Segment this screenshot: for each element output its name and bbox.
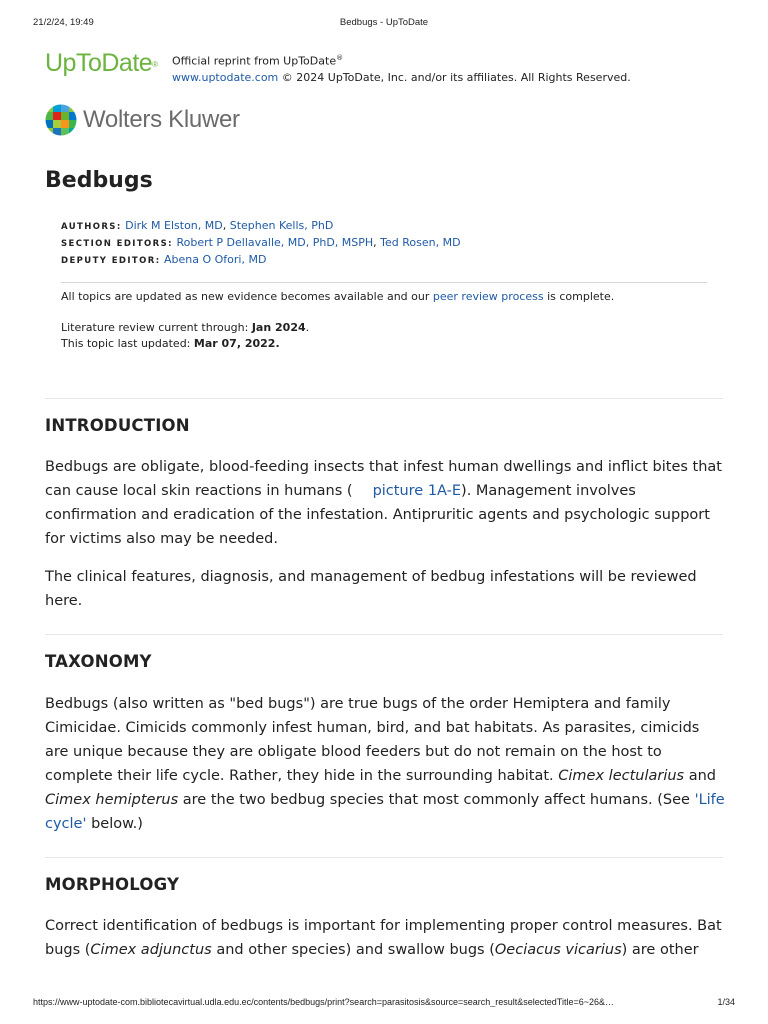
uptodate-logo[interactable]: UpToDate®	[45, 49, 158, 77]
literature-review-date: Literature review current through: Jan 2024.	[61, 321, 310, 334]
authors-row: AUTHORS: Dirk M Elston, MD, Stephen Kells, PhD	[61, 219, 334, 232]
deputy-editor-label: DEPUTY EDITOR:	[61, 256, 161, 266]
author-link[interactable]: Stephen Kells, PhD	[229, 219, 334, 232]
print-page-title: Bedbugs - UpToDate	[339, 17, 429, 28]
page-number: 1/34	[717, 997, 735, 1007]
authors-label: AUTHORS:	[61, 222, 122, 232]
article-title: Bedbugs	[45, 168, 153, 193]
wolters-kluwer-mosaic-icon	[45, 104, 77, 136]
site-link[interactable]: www.uptodate.com	[172, 70, 279, 84]
reprint-notice: Official reprint from UpToDate® www.uptodate.com © 2024 UpToDate, Inc. and/or its affiliates. All Rights Reserved.	[172, 54, 631, 84]
update-note: All topics are updated as new evidence becomes available and our peer review process is complete.	[61, 290, 615, 303]
publisher-logo	[45, 104, 305, 136]
publisher-name: Wolters Kluwer	[83, 106, 240, 133]
section-divider	[45, 857, 723, 858]
print-url: https://www-uptodate-com.bibliotecavirtual.udla.edu.ec/contents/bedbugs/print?search=parasitosis&source=search_result&selectedTitle=6~26&…	[33, 997, 614, 1007]
credits-divider	[61, 282, 707, 283]
deputy-editor-link[interactable]: Abena O Ofori, MD	[164, 253, 267, 266]
author-link[interactable]: Dirk M Elston, MD	[125, 219, 223, 232]
section-editors-row: SECTION EDITORS: Robert P Dellavalle, MD, PhD, MSPH, Ted Rosen, MD	[61, 236, 461, 249]
section-heading-morphology: MORPHOLOGY	[45, 875, 180, 894]
section-heading-introduction: INTRODUCTION	[45, 416, 190, 435]
review-dates	[61, 320, 309, 352]
morphology-paragraph-1: Correct identification of bedbugs is important for implementing proper control measures. Bat bugs (Cimex adjunctus and other species) and swallow bugs (Oeciacus vicarius) are other	[45, 918, 722, 958]
reprint-text: Official reprint from UpToDate	[172, 54, 337, 68]
peer-review-link[interactable]: peer review process	[432, 290, 544, 303]
last-updated-date: This topic last updated: Mar 07, 2022.	[61, 337, 280, 350]
deputy-editor-row	[61, 252, 461, 269]
section-divider	[45, 398, 723, 399]
picture-link[interactable]: picture 1A-E	[372, 483, 462, 499]
introduction-paragraph-1: Bedbugs are obligate, blood-feeding insects that infest human dwellings and inflict bites that can cause local skin reactions in humans ( picture 1A-E). Management involves confirmation and eradication of the infestation. Antipruritic agents and psychologic support for victims also may be needed.	[45, 459, 722, 547]
section-heading-taxonomy: TAXONOMY	[45, 652, 152, 671]
section-editors-label: SECTION EDITORS:	[61, 239, 173, 249]
introduction-paragraph-2: The clinical features, diagnosis, and management of bedbug infestations will be reviewed here.	[45, 569, 697, 609]
print-header	[33, 17, 735, 29]
taxonomy-paragraph-1: Bedbugs (also written as "bed bugs") are true bugs of the order Hemiptera and family Cimicidae. Cimicids commonly infest human, bird, and bat habitats. As parasites, cimicids are unique because they are obligate blood feeders but do not remain on the host to complete their life cycle. Rather, they hide in the surrounding habitat. Cimex lectularius and Cimex hemipterus are the two bedbug species that most commonly affect humans. (See 'Life cycle' below.)	[45, 696, 725, 832]
print-datetime: 21/2/24, 19:49	[33, 17, 94, 28]
print-footer	[33, 997, 735, 1009]
section-divider	[45, 634, 723, 635]
life-cycle-link[interactable]: 'Life cycle'	[45, 792, 725, 832]
brand-header	[45, 48, 725, 88]
editor-link[interactable]: Robert P Dellavalle, MD, PhD, MSPH	[176, 236, 374, 249]
copyright-text: © 2024 UpToDate, Inc. and/or its affiliates. All Rights Reserved.	[281, 70, 631, 84]
article-credits	[61, 218, 461, 269]
editor-link[interactable]: Ted Rosen, MD	[380, 236, 461, 249]
